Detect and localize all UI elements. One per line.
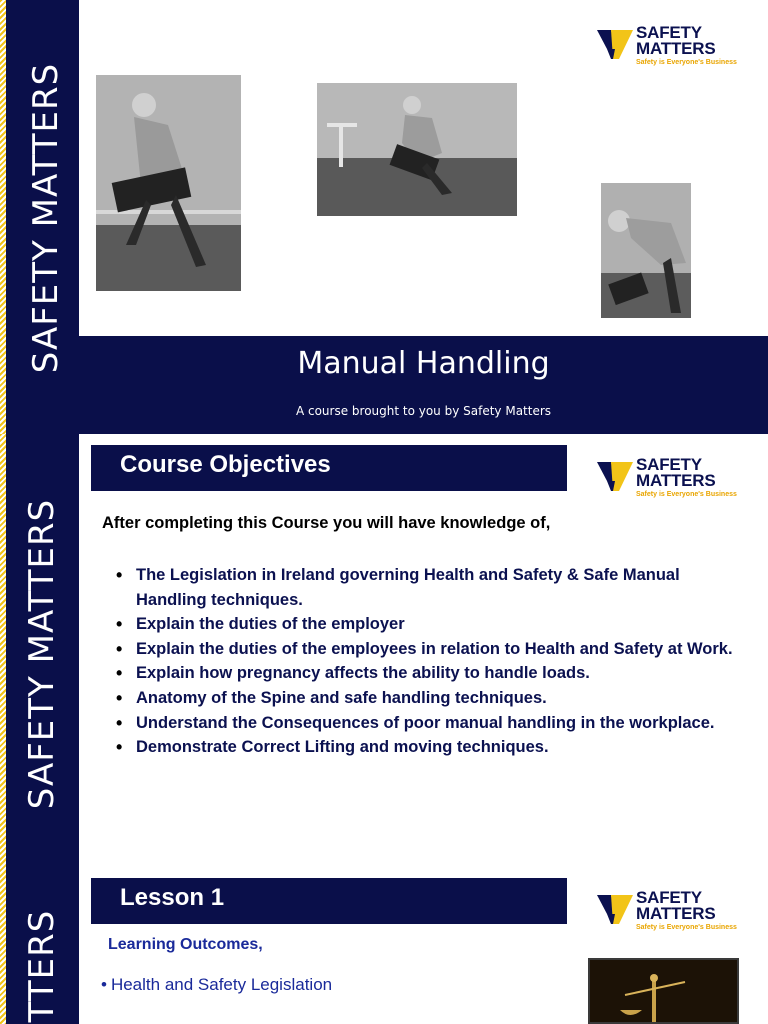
photo-squat-lift (317, 83, 517, 216)
list-item: • Explain how pregnancy affects the ability to handle loads. (116, 661, 736, 686)
list-item: • Anatomy of the Spine and safe handling techniques. (116, 686, 736, 711)
learning-outcomes-label: Learning Outcomes, (108, 936, 263, 953)
list-item: • Understand the Consequences of poor manual handling in the workplace. (116, 711, 736, 736)
logo-check-icon (597, 459, 633, 493)
logo-word-matters: MATTERS (636, 39, 716, 58)
sidebar-stripe (0, 864, 79, 1024)
logo-tagline: Safety is Everyone's Business (636, 491, 737, 498)
logo-tagline: Safety is Everyone's Business (636, 59, 737, 66)
sidebar-stripe (0, 434, 79, 864)
list-item: • Explain the duties of the employer (116, 612, 736, 637)
objectives-list (116, 563, 736, 760)
logo-check-icon (597, 27, 633, 61)
list-item: • Explain the duties of the employees in relation to Health and Safety at Work. (116, 637, 736, 662)
safety-matters-logo (597, 25, 737, 66)
sidebar-brand-text: TTERS (22, 909, 62, 1023)
list-item (101, 975, 332, 995)
sidebar-stripe (0, 0, 79, 434)
bullet-icon: • (101, 975, 107, 994)
course-title: Manual Handling (297, 346, 550, 381)
photo-scales-of-justice (588, 958, 739, 1024)
photo-bent-back-lift (601, 183, 691, 318)
logo-word-matters: MATTERS (636, 904, 716, 923)
logo-tagline: Safety is Everyone's Business (636, 924, 737, 931)
logo-word-safety: SAFETY (636, 888, 702, 907)
section-heading-objectives: Course Objectives (91, 445, 567, 491)
sidebar-brand-text: SAFETY MATTERS (26, 62, 66, 374)
objectives-intro: After completing this Course you will have knowledge of, (102, 514, 551, 532)
section-heading-lesson: Lesson 1 (91, 878, 567, 924)
logo-word-safety: SAFETY (636, 455, 702, 474)
logo-word-matters: MATTERS (636, 471, 716, 490)
logo-word-safety: SAFETY (636, 23, 702, 42)
logo-check-icon (597, 892, 633, 926)
list-item: • The Legislation in Ireland governing Health and Safety & Safe Manual Handling techniques. (116, 563, 736, 612)
sidebar-brand-text: SAFETY MATTERS (22, 498, 62, 810)
lesson-item-text: Health and Safety Legislation (110, 975, 333, 994)
safety-matters-logo (597, 457, 737, 498)
safety-matters-logo (597, 890, 737, 931)
list-item: • Demonstrate Correct Lifting and moving techniques. (116, 735, 736, 760)
title-banner (79, 336, 768, 434)
course-subtitle: A course brought to you by Safety Matters (295, 404, 552, 418)
photo-lifting-case-standing (96, 75, 241, 291)
